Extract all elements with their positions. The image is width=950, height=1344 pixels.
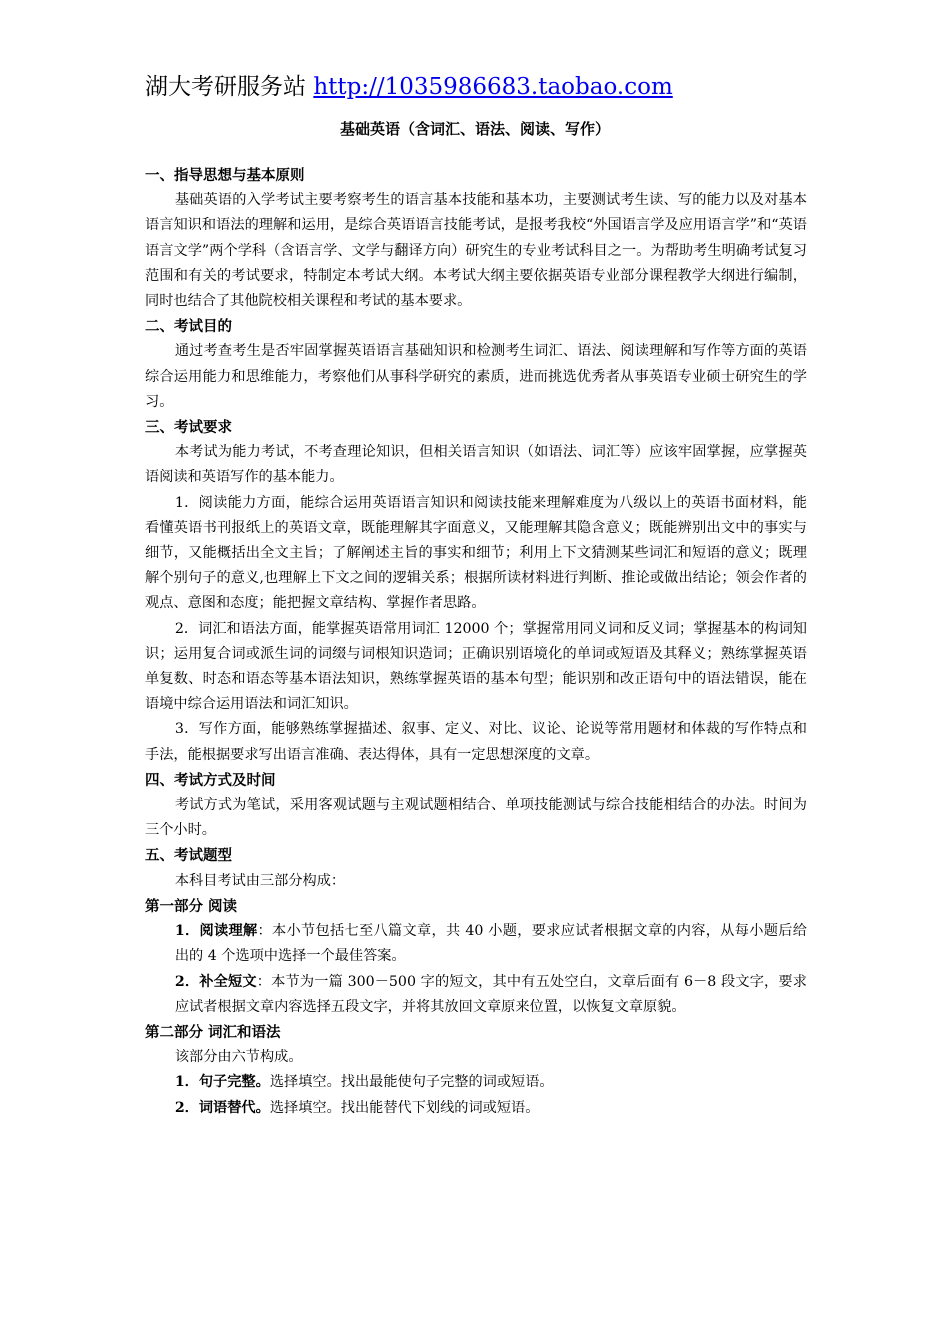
item-label: 2．词语替代。 [174,1099,270,1116]
paragraph: 考试方式为笔试，采用客观试题与主观试题相结合、单项技能测试与综合技能相结合的办法。时间为三个小时。 [145,797,807,839]
item-text: ：本小节包括七至八篇文章，共 40 小题，要求应试者根据文章的内容，从每小题后给出的 4 个选项中选择一个最佳答案。 [174,923,807,965]
paragraph: 通过考查考生是否牢固掌握英语语言基础知识和检测考生词汇、语法、阅读理解和写作等方面的英语综合运用能力和思维能力，考察他们从事科学研究的素质，进而挑选优秀者从事英语专业硕士研究生的学习。 [145,343,807,410]
paragraph: 2．词汇和语法方面，能掌握英语常用词汇 12000 个；掌握常用同义词和反义词；掌握基本的构词知识；运用复合词或派生词的词缀与词根知识造词；正确识别语境化的单词或短语及其释义；熟练掌握英语单复数、时态和语态等基本语法知识，熟练掌握英语的基本句型；能识别和改正语句中的语法错误，能在语境中综合运用语法和词汇知识。 [145,620,807,713]
item-text: 选择填空。找出能替代下划线的词或短语。 [269,1099,540,1116]
paragraph: 基础英语的入学考试主要考察考生的语言基本技能和基本功，主要测试考生读、写的能力以及对基本语言知识和语法的理解和运用，是综合英语语言技能考试，是报考我校“外国语言学及应用语言学”和“英语语言文学”两个学科（含语言学、文学与翻译方向）研究生的专业考试科目之一。为帮助考生明确考试复习范围和有关的考试要求，特制定本考试大纲。本考试大纲主要依据英语专业部分课程教学大纲进行编制，同时也结合了其他院校相关课程和考试的基本要求。 [145,192,807,310]
document-body [145,163,807,1121]
paragraph: 本考试为能力考试，不考查理论知识，但相关语言知识（如语法、词汇等）应该牢固掌握，应掌握英语阅读和英语写作的基本能力。 [145,444,807,486]
header-shop-link[interactable]: http://1035986683.taobao.com [313,74,673,100]
item-label: 1．阅读理解 [174,923,258,940]
item-label: 2．补全短文 [174,973,257,990]
item-text: 选择填空。找出最能使句子完整的词或短语。 [269,1074,554,1091]
list-item [145,919,807,969]
paragraph: 本科目考试由三部分构成： [174,872,346,889]
header-site-name: 湖大考研服务站 [145,74,314,100]
item-label: 1．句子完整。 [174,1074,270,1091]
section-heading: 二、考试目的 [145,318,232,336]
section-heading: 三、考试要求 [145,419,232,437]
part-heading: 第一部分 阅读 [145,897,238,915]
paragraph: 1．阅读能力方面，能综合运用英语语言知识和阅读技能来理解难度为八级以上的英语书面材料，能看懂英语书刊报纸上的英语文章，既能理解其字面意义，又能理解其隐含意义；既能辨别出文中的事实与细节，又能概括出全文主旨；了解阐述主旨的事实和细节；利用上下文猜测某些词汇和短语的意义；既理解个别句子的意义,也理解上下文之间的逻辑关系；根据所读材料进行判断、推论或做出结论；领会作者的观点、意图和态度；能把握文章结构、掌握作者思路。 [145,494,807,612]
list-item [145,970,807,1020]
paragraph: 该部分由六节构成。 [174,1049,303,1066]
page-header [145,70,673,104]
list-item [145,1070,807,1095]
section-heading: 一、指导思想与基本原则 [145,167,305,184]
paragraph: 3．写作方面，能够熟练掌握描述、叙事、定义、对比、议论、论说等常用题材和体裁的写作特点和手法，能根据要求写出语言准确、表达得体，具有一定思想深度的文章。 [145,721,807,763]
section-heading: 四、考试方式及时间 [145,771,276,789]
document-title: 基础英语（含词汇、语法、阅读、写作） [339,120,610,138]
list-item [145,1096,807,1121]
item-text: ：本节为一篇 300－500 字的短文，其中有五处空白，文章后面有 6－8 段文字，要求应试者根据文章内容选择五段文字，并将其放回文章原来位置，以恢复文章原貌。 [174,973,807,1015]
part-heading: 第二部分 词汇和语法 [145,1023,281,1041]
section-heading: 五、考试题型 [145,847,232,865]
